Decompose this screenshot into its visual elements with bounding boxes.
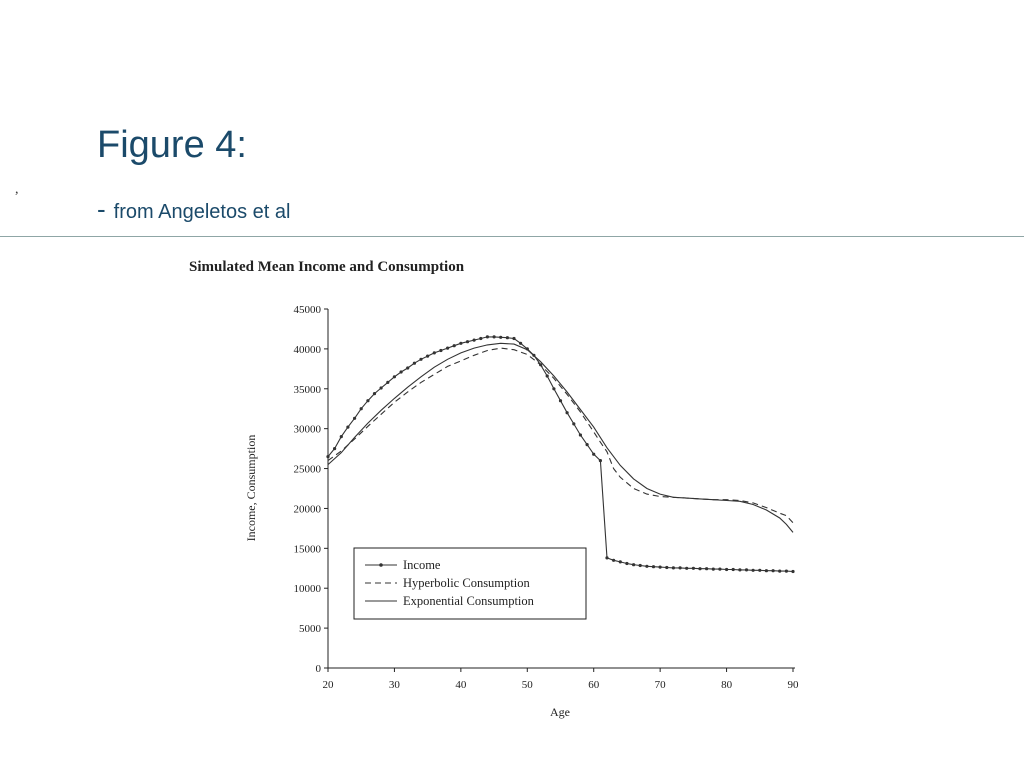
income-data-point [366,399,369,402]
income-data-point [519,342,522,345]
income-data-point [712,568,715,571]
income-data-point [738,568,741,571]
x-tick-label: 30 [388,679,400,691]
legend-swatch-dot [379,563,383,567]
income-data-point [419,358,422,361]
income-data-point [665,566,668,569]
income-data-point [512,337,515,340]
subtitle-dash: - [97,194,106,224]
income-data-point [406,366,409,369]
income-data-point [765,569,768,572]
chart-axes [294,304,800,691]
income-data-point [645,565,648,568]
income-data-point [718,568,721,571]
x-tick-label: 80 [721,679,733,691]
income-data-point [599,459,602,462]
y-tick-label: 40000 [293,343,321,356]
income-data-point [605,556,608,559]
series-line-income [328,337,793,572]
stray-mark: , [15,182,19,197]
income-data-point [586,443,589,446]
income-data-point [493,335,496,338]
income-data-point [360,407,363,410]
income-data-point [486,335,489,338]
y-tick-label: 45000 [293,304,321,316]
income-data-point [612,559,615,562]
income-data-point [380,386,383,389]
x-axis-label: Age [550,705,570,719]
income-data-point [772,569,775,572]
chart-series [326,335,794,573]
y-tick-label: 15000 [293,543,321,556]
income-data-point [791,570,794,573]
y-tick-label: 10000 [293,583,321,596]
y-tick-label: 30000 [293,423,321,436]
income-data-point [679,566,682,569]
income-data-point [400,370,403,373]
x-tick-label: 40 [455,679,467,691]
income-data-point [652,565,655,568]
legend-entry-label: Income [403,558,441,572]
income-data-point [745,568,748,571]
income-data-point [685,567,688,570]
income-data-point [446,347,449,350]
income-data-point [752,569,755,572]
chart-title: Simulated Mean Income and Consumption [189,259,465,275]
y-tick-label: 35000 [293,383,321,396]
income-data-point [353,417,356,420]
income-data-point [559,399,562,402]
income-data-point [506,336,509,339]
income-data-point [459,342,462,345]
income-data-point [326,455,329,458]
income-data-point [346,426,349,429]
x-tick-label: 70 [654,679,666,691]
y-axis-label: Income, Consumption [244,434,258,542]
income-data-point [439,349,442,352]
income-data-point [785,570,788,573]
income-data-point [340,435,343,438]
income-data-point [552,387,555,390]
y-tick-label: 0 [315,663,321,675]
income-data-point [672,566,675,569]
income-data-point [546,374,549,377]
income-data-point [413,362,416,365]
income-data-point [625,562,628,565]
income-data-point [639,564,642,567]
income-data-point [592,453,595,456]
income-data-point [725,568,728,571]
y-tick-label: 20000 [293,503,321,516]
x-tick-label: 60 [588,679,600,691]
income-data-point [433,351,436,354]
income-data-point [333,447,336,450]
income-data-point [619,560,622,563]
income-data-point [453,344,456,347]
income-data-point [473,339,476,342]
series-line-exponential-consumption [328,343,793,532]
income-data-point [393,375,396,378]
income-data-point [479,337,482,340]
income-data-point [386,381,389,384]
income-data-point [659,566,662,569]
income-data-point [426,355,429,358]
income-data-point [499,336,502,339]
income-data-point [778,570,781,573]
slide-title: Figure 4: [97,124,247,166]
income-data-point [632,563,635,566]
legend-entry-label: Exponential Consumption [403,594,534,608]
income-data-point [579,433,582,436]
income-data-point [566,411,569,414]
legend-entry-label: Hyperbolic Consumption [403,576,530,590]
income-data-point [466,340,469,343]
income-data-point [572,422,575,425]
income-data-point [692,567,695,570]
x-tick-label: 50 [521,679,533,691]
income-data-point [373,392,376,395]
income-data-point [705,567,708,570]
x-tick-label: 20 [322,679,334,691]
y-tick-label: 5000 [299,623,321,636]
income-data-point [758,569,761,572]
income-data-point [732,568,735,571]
chart-legend [354,548,586,619]
subtitle-text: from Angeletos et al [113,201,291,223]
income-data-point [698,567,701,570]
y-tick-label: 25000 [293,463,321,476]
x-tick-label: 90 [787,679,799,691]
